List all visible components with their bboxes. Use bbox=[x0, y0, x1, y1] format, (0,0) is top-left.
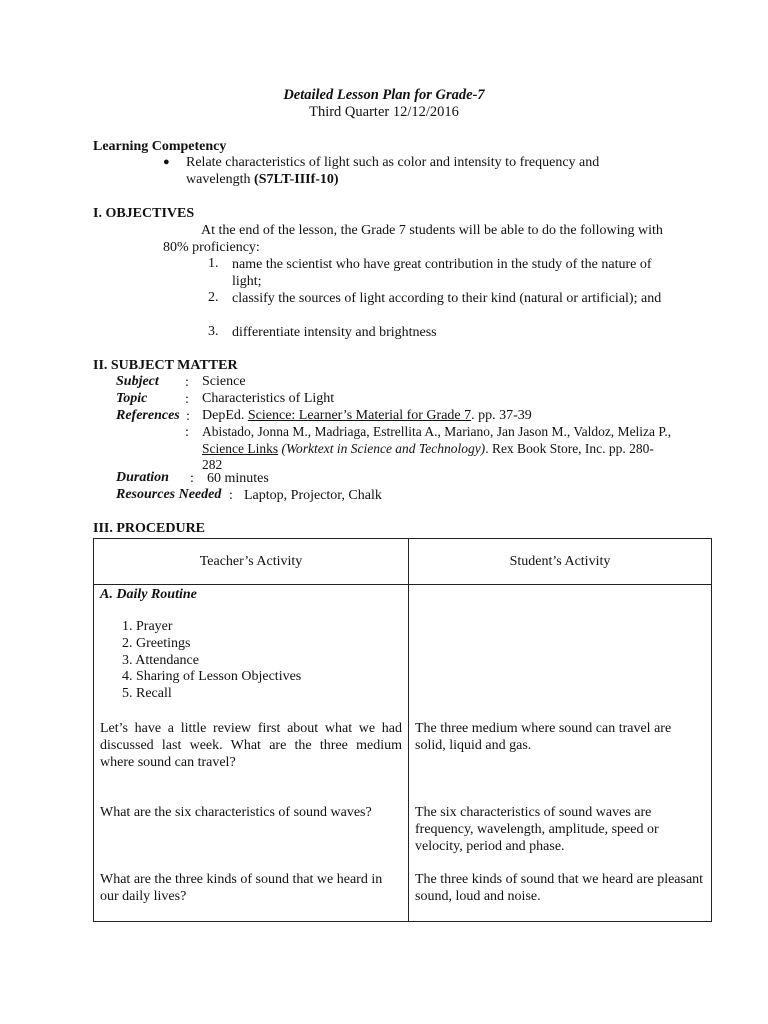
references-colon: : bbox=[186, 409, 190, 424]
list-item: 5. Recall bbox=[122, 686, 172, 702]
subject-colon: : bbox=[185, 375, 189, 390]
topic-value: Characteristics of Light bbox=[202, 391, 335, 406]
reference-1 bbox=[202, 408, 672, 425]
teacher-question: What are the six characteristics of sound waves? bbox=[100, 805, 372, 820]
reference-2 bbox=[202, 424, 672, 474]
reference-1-prefix: DepEd. bbox=[202, 408, 248, 423]
duration-value: 60 minutes bbox=[207, 471, 269, 486]
document-title: Detailed Lesson Plan for Grade-7 bbox=[283, 87, 485, 103]
student-answer: The three medium where sound can travel are solid, liquid and gas. bbox=[415, 721, 672, 753]
student-answer: The six characteristics of sound waves are frequency, wavelength, amplitude, speed or velocity, period and phase. bbox=[415, 805, 659, 854]
reference-2-colon: : bbox=[185, 425, 189, 440]
document-subtitle: Third Quarter 12/12/2016 bbox=[309, 104, 459, 120]
resources-colon: : bbox=[229, 488, 233, 503]
reference-2-authors: Abistado, Jonna M., Madriaga, Estrellita A., Mariano, Jan Jason M., Valdoz, Meliza P., bbox=[202, 424, 672, 439]
table-header-row bbox=[94, 539, 712, 585]
reference-2-suffix: . Rex Book Store, Inc. pp. 280-282 bbox=[202, 440, 654, 472]
objective-text: name the scientist who have great contribution in the study of the nature of light; bbox=[232, 257, 652, 289]
reference-2-subtitle: (Worktext in Science and Technology) bbox=[278, 440, 486, 456]
student-activity-cell bbox=[409, 585, 712, 922]
resources-value: Laptop, Projector, Chalk bbox=[244, 488, 382, 503]
bullet-icon: ● bbox=[163, 156, 170, 168]
reference-1-title: Science: Learner’s Material for Grade 7 bbox=[247, 408, 472, 423]
list-item: 2. Greetings bbox=[122, 635, 191, 651]
objectives-intro: At the end of the lesson, the Grade 7 students will be able to do the following with 80% proficiency: bbox=[163, 223, 663, 255]
procedure-heading: III. PROCEDURE bbox=[93, 521, 206, 536]
list-item: 3. Attendance bbox=[122, 652, 199, 668]
topic-label: Topic bbox=[116, 391, 148, 406]
objective-number: 2. bbox=[208, 290, 219, 305]
reference-2-title: Science Links bbox=[202, 440, 279, 456]
list-item: 4. Sharing of Lesson Objectives bbox=[122, 669, 302, 685]
table-row bbox=[94, 585, 712, 922]
objective-number: 3. bbox=[208, 324, 219, 339]
objective-text: classify the sources of light according to their kind (natural or artificial); and bbox=[232, 291, 662, 306]
daily-routine-title: A. Daily Routine bbox=[100, 587, 197, 602]
objective-number: 1. bbox=[208, 256, 219, 271]
resources-label: Resources Needed bbox=[116, 487, 222, 502]
objective-text: differentiate intensity and brightness bbox=[232, 325, 437, 340]
competency-code: (S7LT-IIIf-10) bbox=[254, 172, 339, 187]
objectives-heading: I. OBJECTIVES bbox=[93, 206, 195, 221]
routine-list bbox=[122, 619, 301, 703]
references-label: References bbox=[116, 408, 180, 423]
column-header-student: Student’s Activity bbox=[409, 539, 712, 585]
reference-1-suffix: . pp. 37-39 bbox=[471, 408, 532, 423]
competency-bullet-text: Relate characteristics of light such as color and intensity to frequency and wavelength bbox=[186, 155, 600, 187]
subject-value: Science bbox=[202, 374, 246, 389]
teacher-question: Let’s have a little review first about what we had discussed last week. What are the three medium where sound can travel? bbox=[100, 721, 402, 770]
list-item: 1. Prayer bbox=[122, 619, 173, 634]
teacher-question: What are the three kinds of sound that we heard in our daily lives? bbox=[100, 872, 383, 904]
column-header-teacher: Teacher’s Activity bbox=[94, 539, 409, 585]
competency-heading: Learning Competency bbox=[93, 139, 227, 154]
subject-label: Subject bbox=[116, 374, 159, 389]
duration-label: Duration bbox=[116, 470, 169, 485]
subject-matter-heading: II. SUBJECT MATTER bbox=[93, 358, 238, 373]
competency-text bbox=[186, 154, 656, 188]
procedure-table bbox=[93, 538, 712, 922]
topic-colon: : bbox=[185, 392, 189, 407]
student-answer: The three kinds of sound that we heard are pleasant sound, loud and noise. bbox=[415, 872, 704, 904]
duration-colon: : bbox=[190, 471, 194, 486]
teacher-activity-cell bbox=[94, 585, 409, 922]
